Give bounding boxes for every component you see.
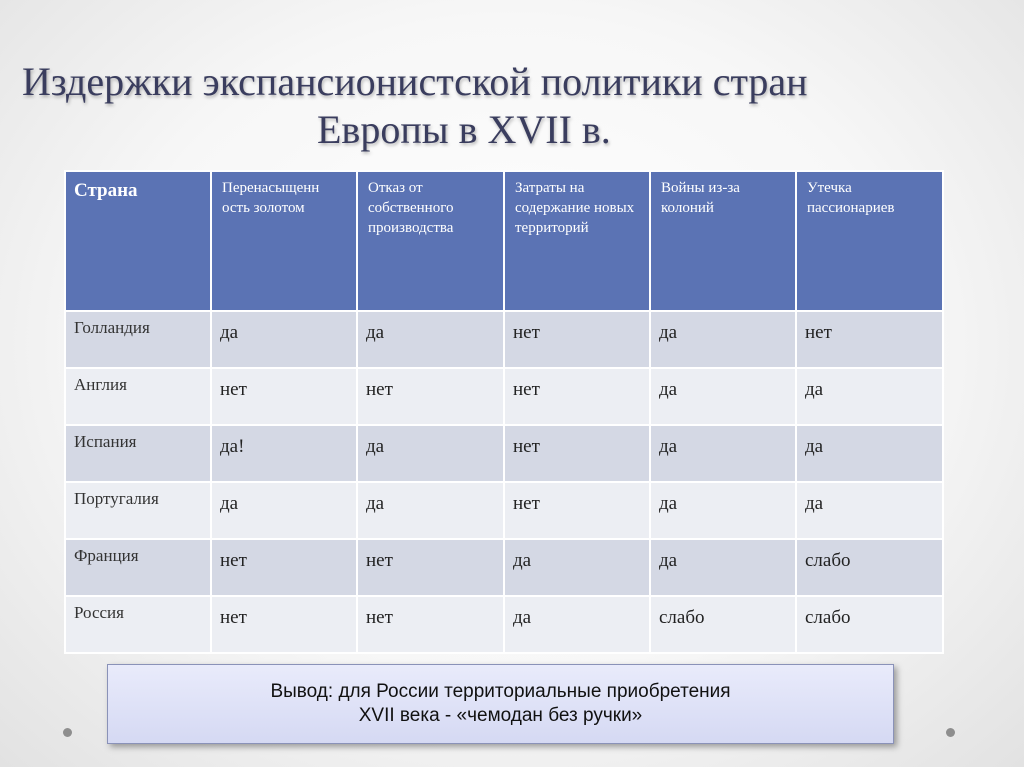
expansion-costs-table xyxy=(64,170,944,654)
table-cell: нет xyxy=(504,311,650,368)
table-cell: слабо xyxy=(650,596,796,653)
header-production-abandonment: Отказ от собственного производства xyxy=(357,171,504,311)
header-country: Страна xyxy=(65,171,211,311)
table-cell: да xyxy=(796,425,943,482)
slide-title xyxy=(0,58,1024,154)
table-cell: да xyxy=(211,311,357,368)
table-header-row xyxy=(65,171,943,311)
row-country: Португалия xyxy=(65,482,211,539)
table-cell: нет xyxy=(211,368,357,425)
header-territory-costs: Затраты на содержание новых территорий xyxy=(504,171,650,311)
table-cell: слабо xyxy=(796,596,943,653)
conclusion-line1: Вывод: для России территориальные приобретения xyxy=(270,681,731,702)
table-cell: нет xyxy=(211,539,357,596)
table-cell: да xyxy=(796,482,943,539)
table-cell: да xyxy=(650,425,796,482)
table-cell: да xyxy=(357,482,504,539)
table-cell: да xyxy=(504,596,650,653)
table-cell: да xyxy=(504,539,650,596)
row-country: Испания xyxy=(65,425,211,482)
table-cell: нет xyxy=(504,425,650,482)
row-country: Голландия xyxy=(65,311,211,368)
left-dot-decoration xyxy=(63,728,72,737)
table-cell: да xyxy=(650,482,796,539)
table-cell: да xyxy=(650,368,796,425)
table-cell: слабо xyxy=(796,539,943,596)
conclusion-line2: XVII века - «чемодан без ручки» xyxy=(358,705,643,726)
row-country: Англия xyxy=(65,368,211,425)
table-row xyxy=(65,596,943,653)
table-cell: нет xyxy=(504,368,650,425)
table-row xyxy=(65,368,943,425)
table-cell: да xyxy=(650,539,796,596)
table-cell: да xyxy=(211,482,357,539)
table-cell: нет xyxy=(211,596,357,653)
table-cell: нет xyxy=(357,368,504,425)
row-country: Франция xyxy=(65,539,211,596)
table-cell: нет xyxy=(796,311,943,368)
table-cell: да! xyxy=(211,425,357,482)
row-country: Россия xyxy=(65,596,211,653)
table-cell: нет xyxy=(357,596,504,653)
slide-title-line2: Европы в XVII в. xyxy=(317,107,611,152)
table-cell: да xyxy=(357,311,504,368)
conclusion-box xyxy=(107,664,894,744)
table-row xyxy=(65,311,943,368)
table-row xyxy=(65,425,943,482)
header-gold-oversaturation: Перенасыщенн ость золотом xyxy=(211,171,357,311)
table-row xyxy=(65,539,943,596)
table-cell: да xyxy=(796,368,943,425)
slide-title-line1: Издержки экспансионистской политики стран xyxy=(22,59,808,104)
header-passionaries-drain: Утечка пассионариев xyxy=(796,171,943,311)
table-cell: да xyxy=(650,311,796,368)
table-row xyxy=(65,482,943,539)
table-cell: да xyxy=(357,425,504,482)
table-cell: нет xyxy=(357,539,504,596)
right-dot-decoration xyxy=(946,728,955,737)
header-colonial-wars: Войны из-за колоний xyxy=(650,171,796,311)
table-cell: нет xyxy=(504,482,650,539)
